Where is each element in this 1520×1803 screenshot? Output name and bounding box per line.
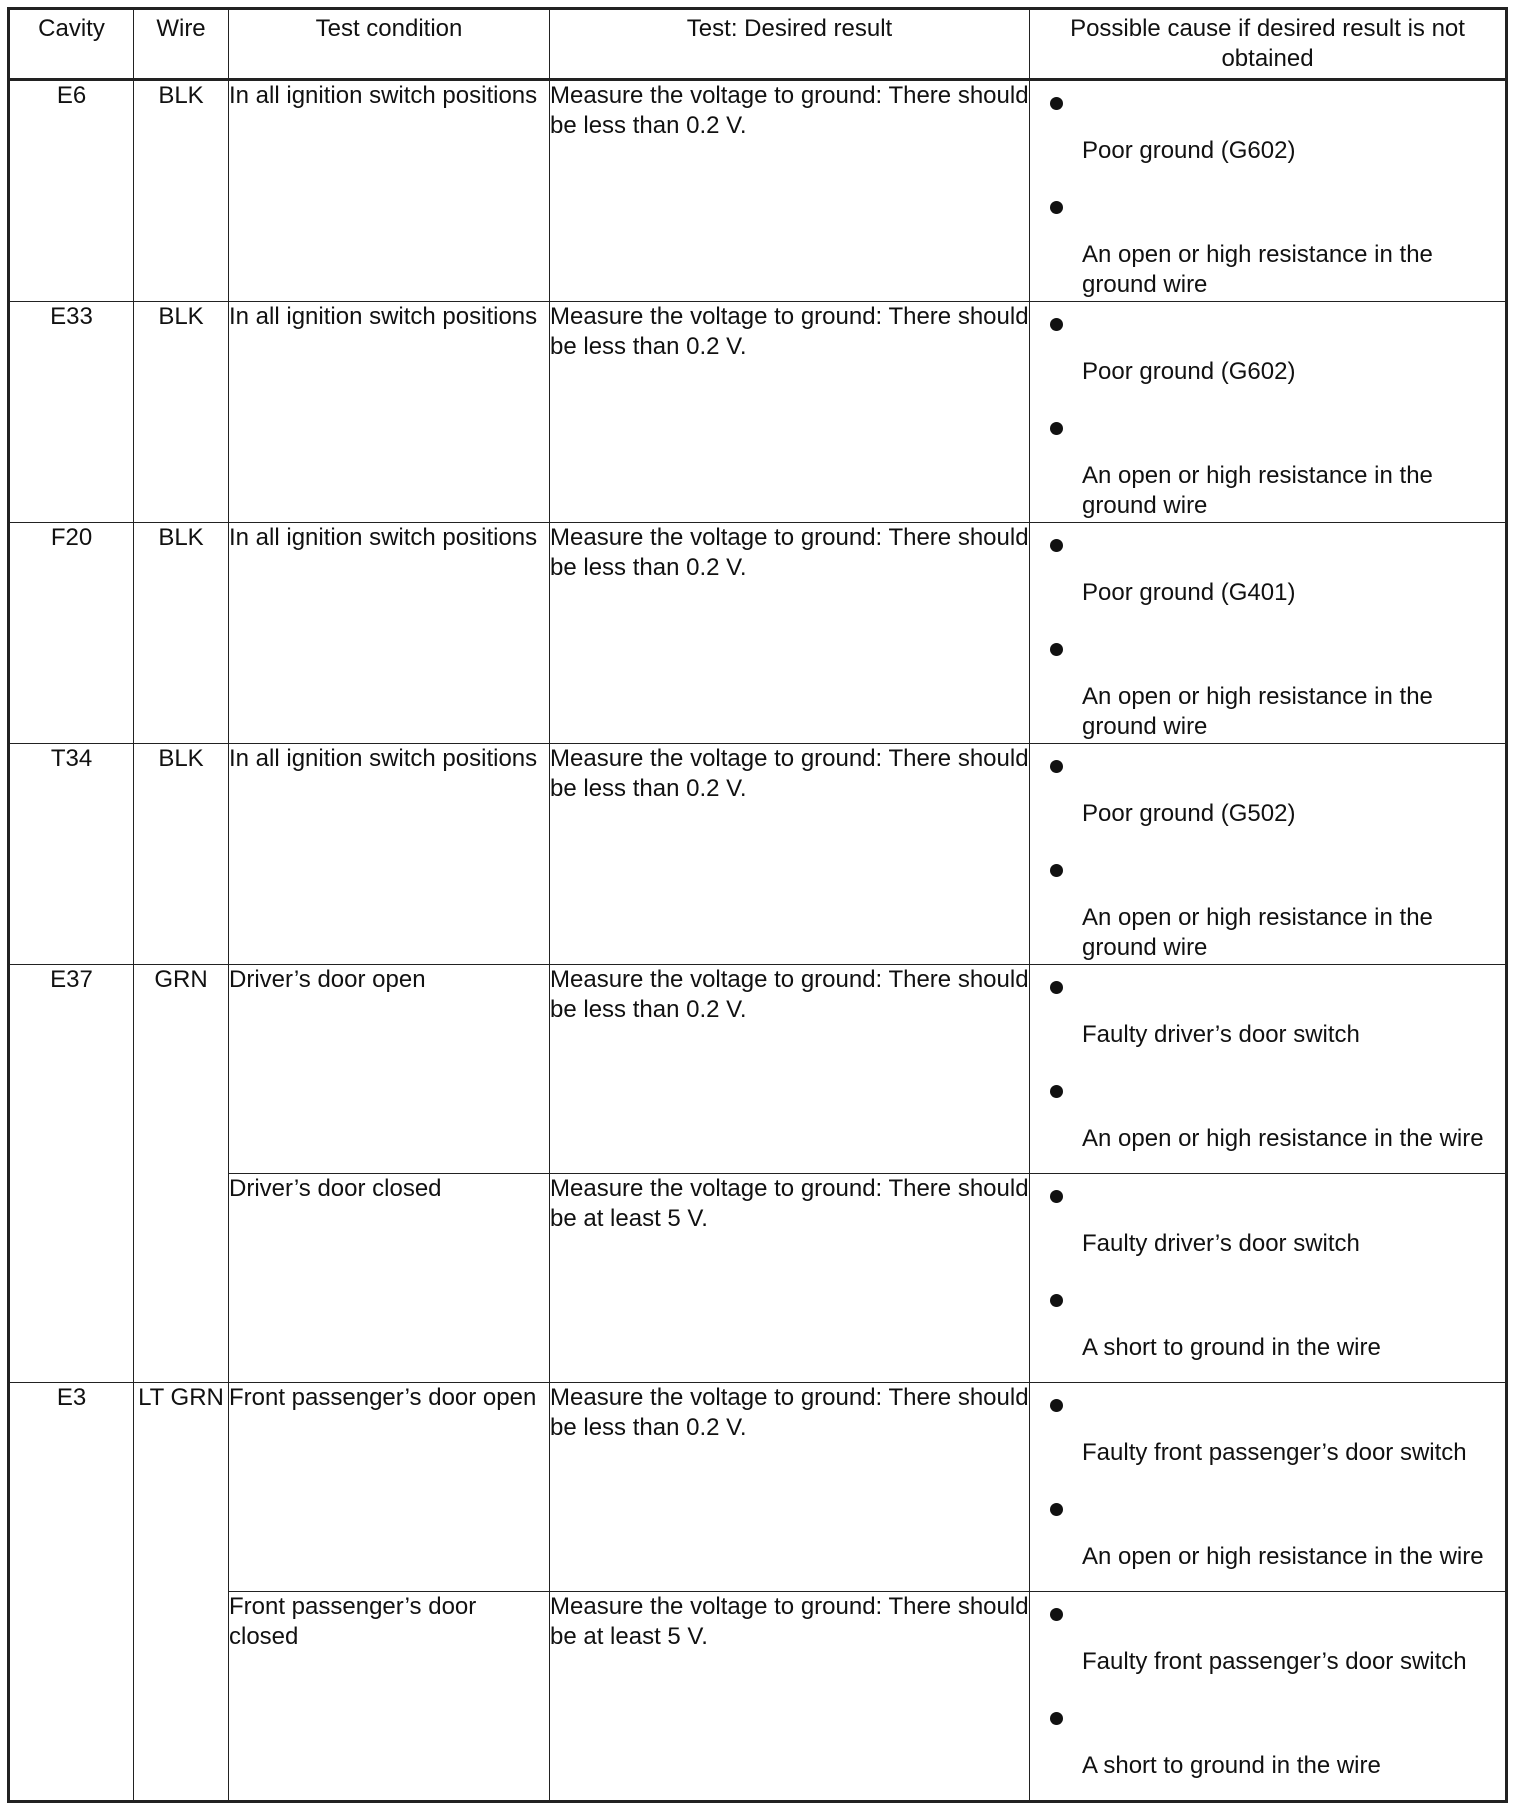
cause-text: An open or high resistance in the ground wire xyxy=(1082,462,1433,519)
bullet-icon xyxy=(1050,1294,1063,1307)
cause-text: Faulty front passenger’s door switch xyxy=(1082,1648,1467,1675)
desired-result-cell: Measure the voltage to ground: There should be less than 0.2 V. xyxy=(550,302,1030,523)
cavity-cell: T34 xyxy=(9,744,134,965)
bullet-icon xyxy=(1050,97,1063,110)
cause-item xyxy=(1030,744,1505,848)
cause-item xyxy=(1030,1696,1505,1800)
cause-item xyxy=(1030,406,1505,521)
diagnostic-table xyxy=(7,7,1508,1803)
table-row xyxy=(9,80,1507,302)
cause-text: Faulty driver’s door switch xyxy=(1082,1230,1360,1257)
cavity-cell: E37 xyxy=(9,965,134,1383)
possible-cause-cell xyxy=(1030,1174,1507,1383)
possible-cause-cell xyxy=(1030,965,1507,1174)
wire-cell: LT GRN xyxy=(134,1383,229,1802)
cause-item xyxy=(1030,848,1505,963)
cause-text: An open or high resistance in the wire xyxy=(1082,1543,1484,1570)
possible-cause-cell xyxy=(1030,523,1507,744)
header-cavity: Cavity xyxy=(9,9,134,80)
bullet-icon xyxy=(1050,643,1063,656)
cavity-cell: E3 xyxy=(9,1383,134,1802)
cause-text: Poor ground (G602) xyxy=(1082,137,1296,164)
cause-item xyxy=(1030,185,1505,300)
table-row xyxy=(9,1592,1507,1802)
bullet-icon xyxy=(1050,1712,1063,1725)
table-row xyxy=(9,1383,1507,1592)
cause-item xyxy=(1030,1278,1505,1382)
cause-item xyxy=(1030,523,1505,627)
cause-text: An open or high resistance in the ground wire xyxy=(1082,241,1433,298)
table-row xyxy=(9,965,1507,1174)
cause-text: Poor ground (G502) xyxy=(1082,800,1296,827)
cause-text: An open or high resistance in the wire xyxy=(1082,1125,1484,1152)
desired-result-cell: Measure the voltage to ground: There should be less than 0.2 V. xyxy=(550,80,1030,302)
table-row xyxy=(9,523,1507,744)
test-condition-cell: In all ignition switch positions xyxy=(229,523,550,744)
test-condition-cell: In all ignition switch positions xyxy=(229,744,550,965)
possible-cause-cell xyxy=(1030,1592,1507,1802)
cause-item xyxy=(1030,302,1505,406)
header-row xyxy=(9,9,1507,80)
cavity-cell: E33 xyxy=(9,302,134,523)
cause-text: An open or high resistance in the ground wire xyxy=(1082,683,1433,740)
desired-result-cell: Measure the voltage to ground: There should be less than 0.2 V. xyxy=(550,523,1030,744)
wire-cell: BLK xyxy=(134,80,229,302)
desired-result-cell: Measure the voltage to ground: There should be at least 5 V. xyxy=(550,1174,1030,1383)
test-condition-cell: In all ignition switch positions xyxy=(229,80,550,302)
possible-cause-cell xyxy=(1030,744,1507,965)
bullet-icon xyxy=(1050,1503,1063,1516)
bullet-icon xyxy=(1050,539,1063,552)
possible-cause-cell xyxy=(1030,80,1507,302)
wire-cell: GRN xyxy=(134,965,229,1383)
cause-text: Poor ground (G401) xyxy=(1082,579,1296,606)
table-row xyxy=(9,1174,1507,1383)
header-desired-result: Test: Desired result xyxy=(550,9,1030,80)
bullet-icon xyxy=(1050,318,1063,331)
table-row xyxy=(9,744,1507,965)
cause-text: A short to ground in the wire xyxy=(1082,1334,1381,1361)
cause-text: A short to ground in the wire xyxy=(1082,1752,1381,1779)
cause-item xyxy=(1030,81,1505,185)
wire-cell: BLK xyxy=(134,523,229,744)
header-test-condition: Test condition xyxy=(229,9,550,80)
bullet-icon xyxy=(1050,1608,1063,1621)
bullet-icon xyxy=(1050,864,1063,877)
cause-item xyxy=(1030,1487,1505,1591)
bullet-icon xyxy=(1050,760,1063,773)
possible-cause-cell xyxy=(1030,302,1507,523)
bullet-icon xyxy=(1050,981,1063,994)
cause-item xyxy=(1030,1069,1505,1173)
cause-text: Faulty driver’s door switch xyxy=(1082,1021,1360,1048)
cause-item xyxy=(1030,627,1505,742)
desired-result-cell: Measure the voltage to ground: There should be less than 0.2 V. xyxy=(550,965,1030,1174)
cause-item xyxy=(1030,965,1505,1069)
wire-cell: BLK xyxy=(134,744,229,965)
bullet-icon xyxy=(1050,1190,1063,1203)
wire-cell: BLK xyxy=(134,302,229,523)
test-condition-cell: In all ignition switch positions xyxy=(229,302,550,523)
test-condition-cell: Front passenger’s door open xyxy=(229,1383,550,1592)
cavity-cell: F20 xyxy=(9,523,134,744)
desired-result-cell: Measure the voltage to ground: There should be at least 5 V. xyxy=(550,1592,1030,1802)
cause-item xyxy=(1030,1592,1505,1696)
table-row xyxy=(9,302,1507,523)
desired-result-cell: Measure the voltage to ground: There should be less than 0.2 V. xyxy=(550,744,1030,965)
cause-text: Poor ground (G602) xyxy=(1082,358,1296,385)
bullet-icon xyxy=(1050,1085,1063,1098)
cause-text: Faulty front passenger’s door switch xyxy=(1082,1439,1467,1466)
cause-item xyxy=(1030,1383,1505,1487)
cavity-cell: E6 xyxy=(9,80,134,302)
possible-cause-cell xyxy=(1030,1383,1507,1592)
test-condition-cell: Driver’s door open xyxy=(229,965,550,1174)
test-condition-cell: Driver’s door closed xyxy=(229,1174,550,1383)
bullet-icon xyxy=(1050,1399,1063,1412)
cause-item xyxy=(1030,1174,1505,1278)
header-wire: Wire xyxy=(134,9,229,80)
bullet-icon xyxy=(1050,422,1063,435)
bullet-icon xyxy=(1050,201,1063,214)
header-possible-cause: Possible cause if desired result is not obtained xyxy=(1030,9,1507,80)
cause-text: An open or high resistance in the ground wire xyxy=(1082,904,1433,961)
test-condition-cell: Front passenger’s door closed xyxy=(229,1592,550,1802)
desired-result-cell: Measure the voltage to ground: There should be less than 0.2 V. xyxy=(550,1383,1030,1592)
